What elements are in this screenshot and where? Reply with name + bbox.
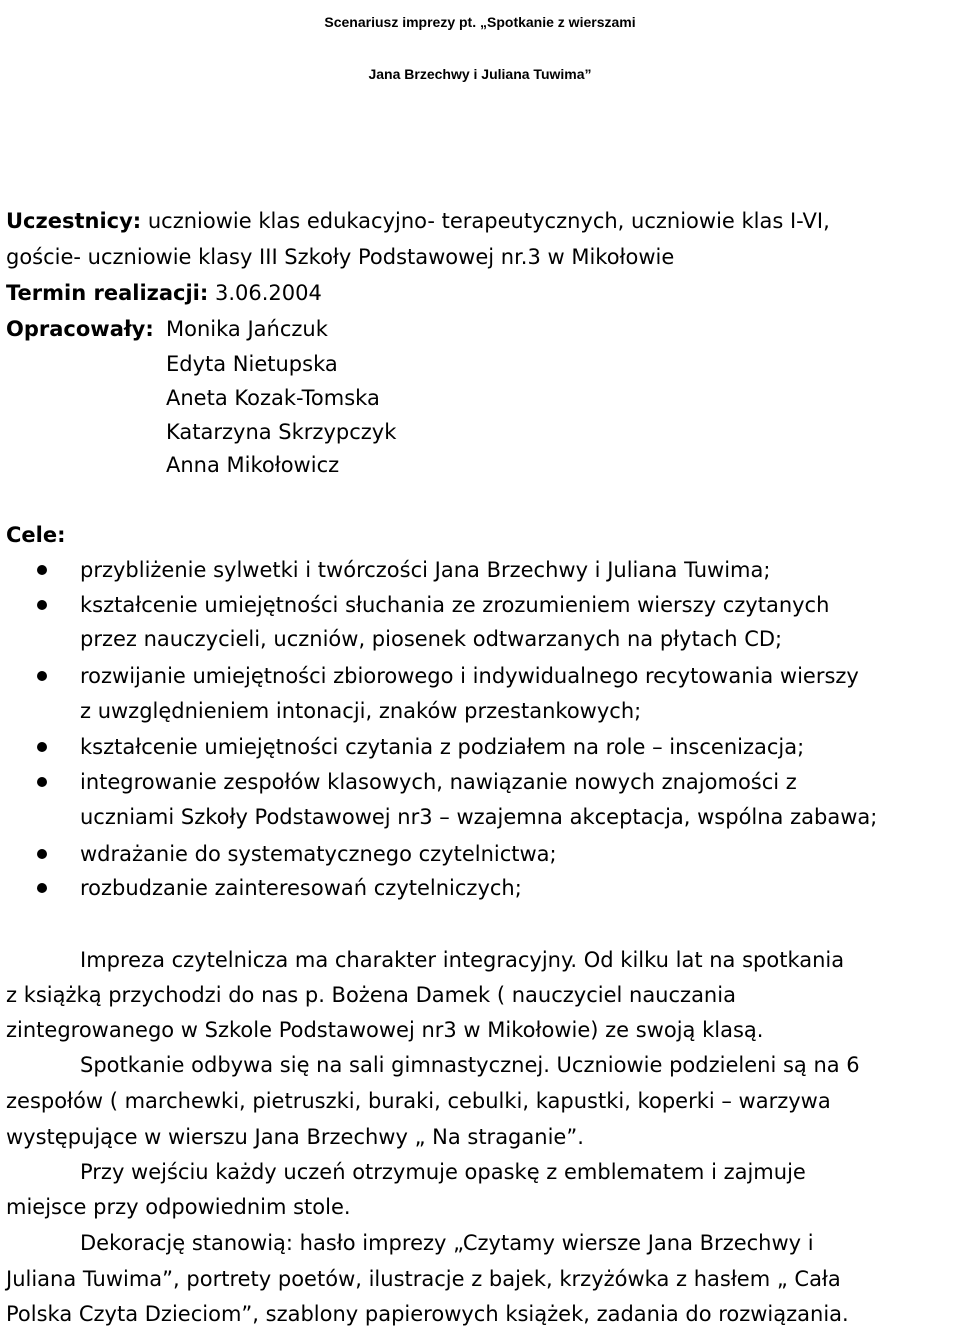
document-title-line-2: Jana Brzechwy i Juliana Tuwima” [368, 66, 592, 82]
paragraph-3-line-1: Przy wejściu każdy uczeń otrzymuje opaskę z emblematem i zajmuje [80, 1160, 806, 1184]
authors-label [6, 314, 154, 344]
author-2: Edyta Nietupska [166, 352, 338, 376]
author-1: Monika Jańczuk [166, 317, 328, 341]
bullet-icon [37, 849, 47, 859]
goal-item-5-line-2: uczniami Szkoły Podstawowej nr3 – wzajemna akceptacja, wspólna zabawa; [80, 805, 878, 829]
date-value: 3.06.2004 [208, 281, 322, 305]
goal-item-4-line-1: kształcenie umiejętności czytania z podziałem na role – inscenizacja; [80, 735, 805, 759]
date-line [6, 278, 322, 308]
paragraph-4-line-3: Polska Czyta Dzieciom”, szablony papierowych książek, zadania do rozwiązania. [6, 1302, 849, 1326]
bullet-icon [37, 742, 47, 752]
paragraph-2-line-2: zespołów ( marchewki, pietruszki, buraki, cebulki, kapustki, koperki – warzywa [6, 1089, 831, 1113]
goal-item-2-line-1: kształcenie umiejętności słuchania ze zrozumieniem wierszy czytanych [80, 593, 830, 617]
goal-item-1-line-1: przybliżenie sylwetki i twórczości Jana Brzechwy i Juliana Tuwima; [80, 558, 771, 582]
paragraph-1-line-2: z książką przychodzi do nas p. Bożena Damek ( nauczyciel nauczania [6, 983, 736, 1007]
author-3: Aneta Kozak-Tomska [166, 386, 380, 410]
paragraph-3-line-2: miejsce przy odpowiednim stole. [6, 1195, 351, 1219]
participants-text: uczniowie klas edukacyjno- terapeutycznych, uczniowie klas I-VI, [141, 209, 830, 233]
document-title-line-1: Scenariusz imprezy pt. „Spotkanie z wierszami [324, 14, 636, 30]
goal-item-3-line-1: rozwijanie umiejętności zbiorowego i indywidualnego recytowania wierszy [80, 664, 859, 688]
author-5: Anna Mikołowicz [166, 453, 340, 477]
paragraph-2-line-3: występujące w wierszu Jana Brzechwy „ Na straganie”. [6, 1125, 584, 1149]
paragraph-4-line-1: Dekorację stanowią: hasło imprezy „Czytamy wiersze Jana Brzechwy i [80, 1231, 814, 1255]
paragraph-1-line-3: zintegrowanego w Szkole Podstawowej nr3 w Mikołowie) ze swoją klasą. [6, 1018, 764, 1042]
bullet-icon [37, 777, 47, 787]
goals-label: Cele: [6, 523, 66, 547]
participants-label: Uczestnicy: [6, 209, 142, 233]
paragraph-1-line-1: Impreza czytelnicza ma charakter integracyjny. Od kilku lat na spotkania [80, 948, 845, 972]
goal-item-5-line-1: integrowanie zespołów klasowych, nawiązanie nowych znajomości z [80, 770, 797, 794]
bullet-icon [37, 565, 47, 575]
goal-item-6-line-1: wdrażanie do systematycznego czytelnictwa; [80, 842, 557, 866]
goal-item-2-line-2: przez nauczycieli, uczniów, piosenek odtwarzanych na płytach CD; [80, 627, 783, 651]
date-label: Termin realizacji: [6, 281, 209, 305]
author-4: Katarzyna Skrzypczyk [166, 420, 397, 444]
bullet-icon [37, 883, 47, 893]
paragraph-4-line-2: Juliana Tuwima”, portrety poetów, ilustracje z bajek, krzyżówka z hasłem „ Cała [6, 1267, 841, 1291]
bullet-icon [37, 671, 47, 681]
bullet-icon [37, 600, 47, 610]
paragraph-2-line-1: Spotkanie odbywa się na sali gimnastycznej. Uczniowie podzieleni są na 6 [80, 1053, 860, 1077]
participants-line-1 [6, 206, 830, 236]
authors-label-text: Opracowały: [6, 317, 154, 341]
participants-line-2: goście- uczniowie klasy III Szkoły Podstawowej nr.3 w Mikołowie [6, 245, 675, 269]
goal-item-7-line-1: rozbudzanie zainteresowań czytelniczych; [80, 876, 522, 900]
goal-item-3-line-2: z uwzględnieniem intonacji, znaków przestankowych; [80, 699, 642, 723]
